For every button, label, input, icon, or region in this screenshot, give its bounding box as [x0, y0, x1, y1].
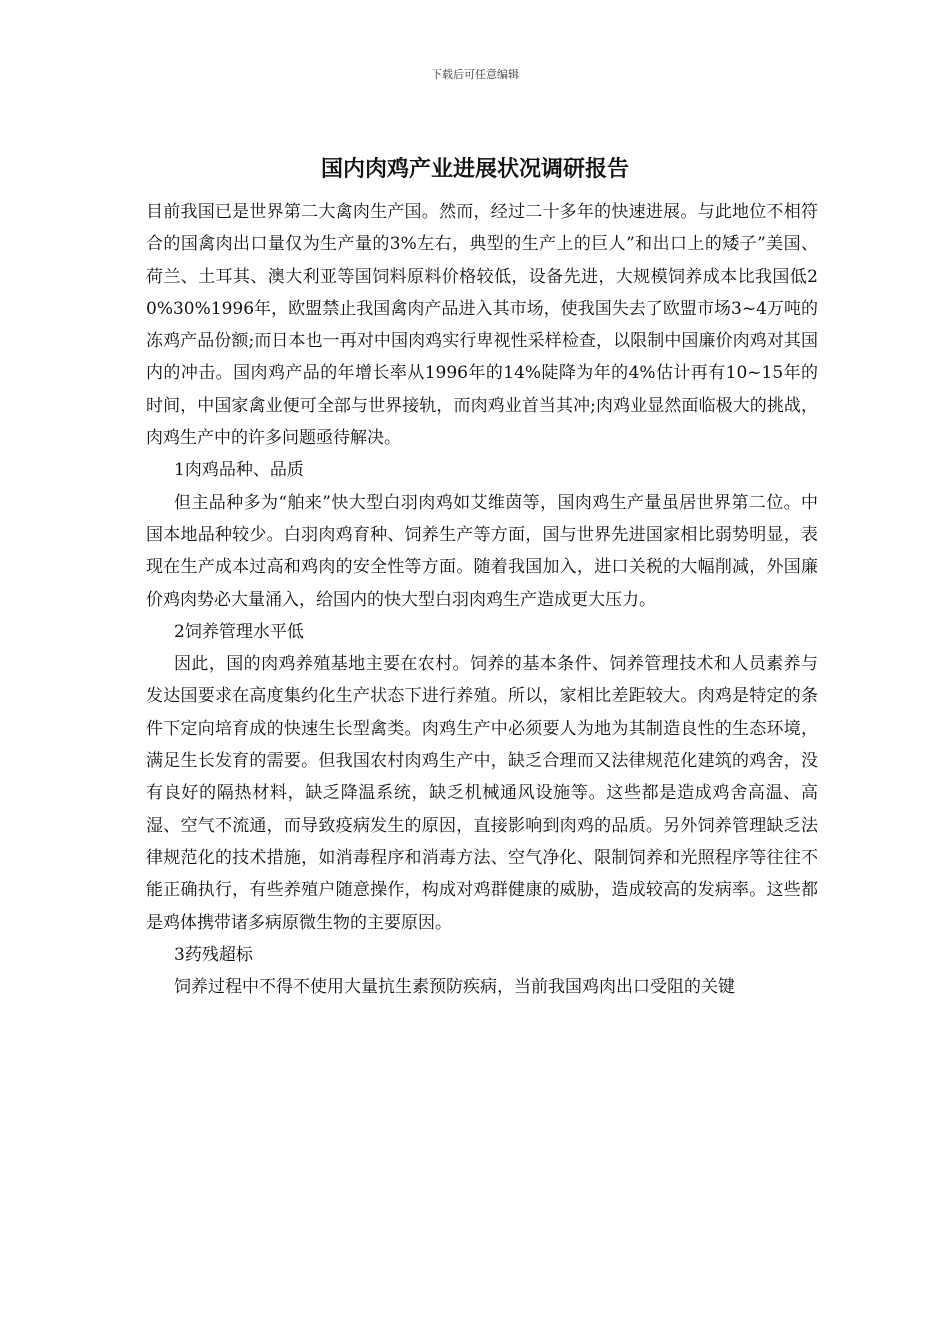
section-heading-breed: 1肉鸡品种、品质 — [174, 460, 304, 481]
paragraph-management: 因此，国的肉鸡养殖基地主要在农村。饲养的基本条件、饲养管理技术和人员素养与发达国要求在高度集约化生产状态下进行养殖。所以，家相比差距较大。肉鸡是特定的条件下定向培育成的快速生长型禽类。肉鸡生产中必须要人为地为其制造良性的生态环境，满足生长发育的需要。但我国农村肉鸡生产中，缺乏合理而又法律规范化建筑的鸡舍，没有良好的隔热材料，缺乏降温系统，缺乏机械通风设施等。这些都是造成鸡舍高温、高湿、空气不流通，而导致疫病发生的原因，直接影响到肉鸡的品质。另外饲养管理缺乏法律规范化的技术措施，如消毒程序和消毒方法、空气净化、限制饲养和光照程序等往往不能正确执行，有些养殖户随意操作，构成对鸡群健康的威胁，造成较高的发病率。这些都是鸡体携带诸多病原微生物的主要原因。 — [146, 654, 818, 933]
document-body — [146, 196, 818, 1003]
paragraph-intro: 目前我国已是世界第二大禽肉生产国。然而，经过二十多年的快速进展。与此地位不相符合的国禽肉出口量仅为生产量的3%左右，典型的生产上的巨人”和出口上的矮子”美国、荷兰、土耳其、澳大利亚等国饲料原料价格较低，设备先进，大规模饲养成本比我国低20%30%1996年，欧盟禁止我国禽肉产品进入其市场，使我国失去了欧盟市场3~4万吨的冻鸡产品份额;而日本也一再对中国肉鸡实行卑视性采样检查，以限制中国廉价肉鸡对其国内的冲击。国肉鸡产品的年增长率从1996年的14%陡降为年的4%估计再有10~15年的时间，中国家禽业便可全部与世界接轨，而肉鸡业首当其冲;肉鸡业显然面临极大的挑战，肉鸡生产中的许多问题亟待解决。 — [146, 202, 818, 449]
paragraph-breed: 但主品种多为“舶来”快大型白羽肉鸡如艾维茵等，国肉鸡生产量虽居世界第二位。中国本地品种较少。白羽肉鸡育种、饲养生产等方面，国与世界先进国家相比弱势明显，表现在生产成本过高和鸡肉的安全性等方面。随着我国加入，进口关税的大幅削减，外国廉价鸡肉势必大量涌入，给国内的快大型白羽肉鸡生产造成更大压力。 — [146, 492, 818, 610]
document-title: 国内肉鸡产业进展状况调研报告 — [320, 156, 629, 182]
paragraph-residue: 饲养过程中不得不使用大量抗生素预防疾病，当前我国鸡肉出口受阻的关键 — [174, 977, 735, 998]
page-header: 下载后可任意编辑 — [431, 68, 519, 81]
section-heading-management: 2饲养管理水平低 — [174, 621, 304, 642]
section-heading-residue: 3药残超标 — [174, 944, 253, 965]
